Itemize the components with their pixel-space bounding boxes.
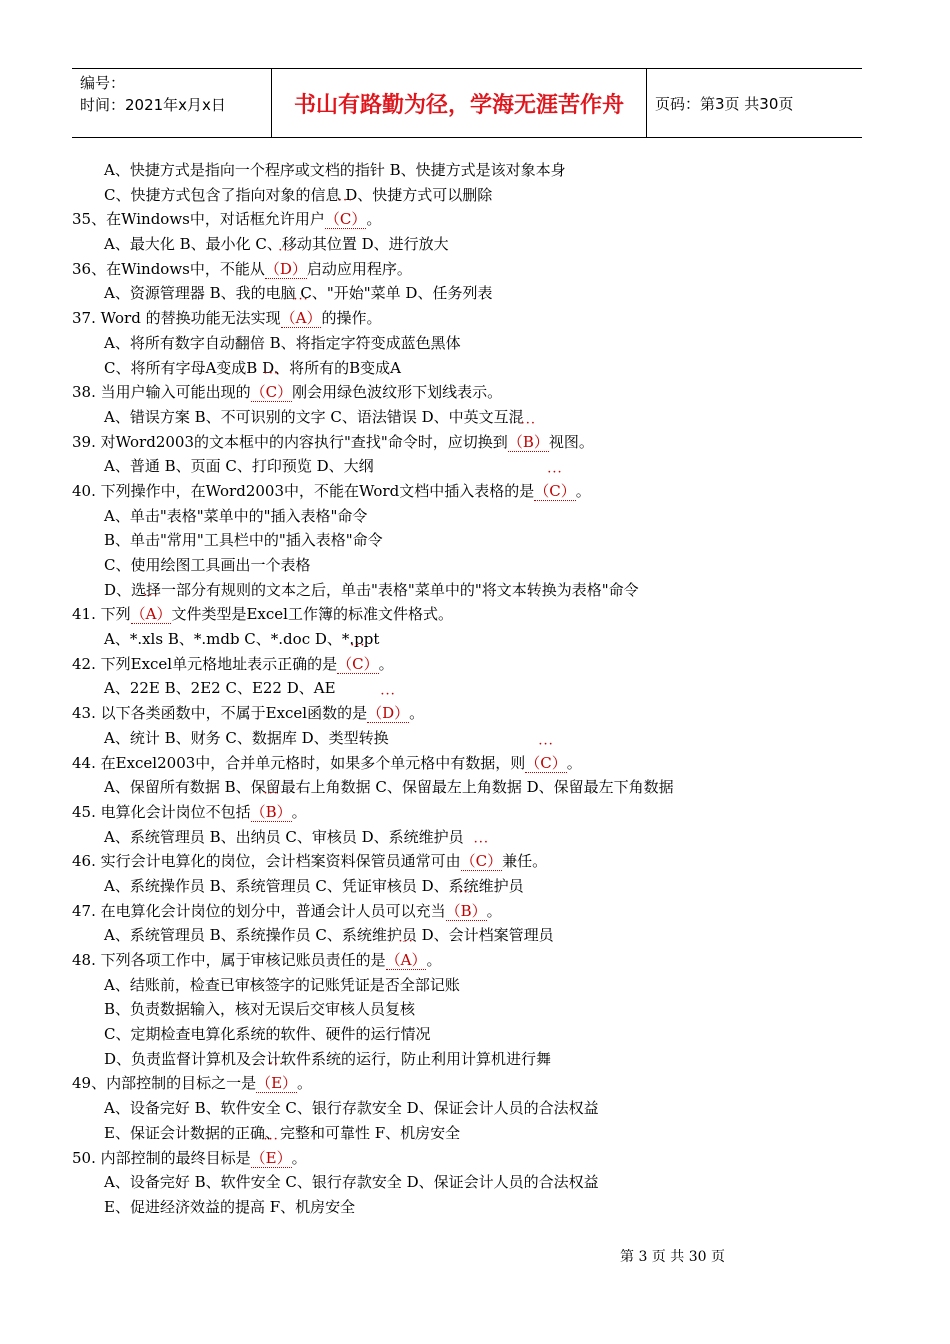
- option-text: A、系统操作员 B、系统管理员 C、凭证审核员 D、系统维护员: [104, 876, 524, 895]
- document-number: 编号：: [80, 74, 126, 92]
- option-text: A、将所有数字自动翻倍 B、将指定字符变成蓝色黑体: [104, 333, 461, 352]
- answer-mark: ··· （B）: [251, 803, 292, 822]
- question-line: [72, 800, 862, 825]
- option-line: [72, 331, 862, 356]
- question-text: 43. 以下各类函数中，不属于Excel函数的是: [72, 704, 368, 723]
- question-text: 37. Word 的替换功能无法实现: [72, 309, 281, 328]
- question-text: 38. 当用户输入可能出现的: [72, 383, 251, 402]
- question-text-end: 视图。: [548, 432, 594, 451]
- answer-mark: ··· （C）: [461, 852, 502, 871]
- option-line: [72, 1170, 862, 1195]
- option-line: [72, 1022, 862, 1047]
- option-line: [72, 454, 862, 479]
- option-line: [72, 627, 862, 652]
- question-line: [72, 701, 862, 726]
- answer-mark: ··· （B）: [446, 902, 487, 921]
- question-text-end: 刚会用绿色波纹形下划线表示。: [292, 383, 503, 402]
- option-text: A、22E B、2E2 C、E22 D、AE: [104, 679, 336, 698]
- question-text-end: 。: [378, 654, 394, 673]
- option-line: [72, 528, 862, 553]
- question-line: [72, 257, 862, 282]
- question-text: 36、在Windows中，不能从: [72, 259, 265, 278]
- question-text-end: 。: [426, 951, 442, 969]
- header-meta: [72, 69, 272, 137]
- option-text: B、负责数据输入，核对无误后交审核人员复核: [104, 1000, 416, 1019]
- option-text: D、选择一部分有规则的文本之后，单击"表格"菜单中的"将文本转换为表格"命令: [104, 580, 639, 599]
- option-text: A、最大化 B、最小化 C、移动其位置 D、进行放大: [104, 235, 449, 254]
- option-line: [72, 825, 862, 850]
- question-line: [72, 430, 862, 455]
- option-line: [72, 1096, 862, 1121]
- answer-mark: ··· （C）: [534, 482, 575, 501]
- question-line: [72, 652, 862, 677]
- question-text-end: 。: [297, 1074, 313, 1093]
- option-line: [72, 232, 862, 257]
- question-text-end: 。: [291, 802, 307, 821]
- question-text: 49、内部控制的目标之一是: [72, 1074, 257, 1093]
- question-line: [72, 1146, 862, 1171]
- answer-mark: ··· （D）: [367, 704, 409, 723]
- answer-mark: ··· （C）: [251, 383, 292, 402]
- question-line: [72, 1071, 862, 1096]
- option-text: A、设备完好 B、软件安全 C、银行存款安全 D、保证会计人员的合法权益: [104, 1099, 599, 1118]
- answer-mark: ··· （E）: [251, 1149, 292, 1168]
- question-text: 50. 内部控制的最终目标是: [72, 1148, 251, 1167]
- question-line: [72, 306, 862, 331]
- option-text: A、系统管理员 B、出纳员 C、审核员 D、系统维护员: [104, 827, 464, 846]
- question-line: [72, 899, 862, 924]
- question-line: [72, 602, 862, 627]
- option-line: [72, 183, 862, 208]
- answer-mark: ··· （A）: [281, 309, 322, 328]
- option-text: E、保证会计数据的正确、完整和可靠性 F、机房安全: [104, 1123, 461, 1142]
- page-footer: 第 3 页 共 30 页: [620, 1249, 725, 1265]
- question-text: 35、在Windows中，对话框允许用户: [72, 210, 325, 229]
- question-text-end: 。: [409, 704, 425, 723]
- question-text: 44. 在Excel2003中，合并单元格时，如果多个单元格中有数据，则: [72, 753, 526, 772]
- answer-mark: ··· （D）: [265, 260, 307, 279]
- question-text-end: 文件类型是Excel工作簿的标准文件格式。: [171, 605, 453, 624]
- option-line: [72, 726, 862, 751]
- document-time: 时间：2021年x月x日: [80, 96, 226, 114]
- question-list: [72, 158, 862, 1220]
- answer-mark: ··· （C）: [325, 210, 366, 229]
- option-text: C、使用绘图工具画出一个表格: [104, 556, 311, 574]
- answer-mark: ··· （A）: [131, 605, 172, 624]
- page-header: [72, 68, 862, 138]
- option-line: [72, 1195, 862, 1220]
- option-text: C、定期检查电算化系统的软件、硬件的运行情况: [104, 1025, 431, 1044]
- option-line: [72, 553, 862, 578]
- option-text: A、*.xls B、*.mdb C、*.doc D、*.ppt: [104, 630, 380, 649]
- option-text: C、将所有字母A变成B D、将所有的B变成A: [104, 358, 401, 377]
- option-line: [72, 775, 862, 800]
- question-text: 41. 下列: [72, 605, 131, 624]
- question-text-end: 。: [366, 210, 382, 229]
- option-text: B、单击"常用"工具栏中的"插入表格"命令: [104, 531, 383, 550]
- option-line: [72, 973, 862, 998]
- question-text-end: 启动应用程序。: [306, 259, 412, 278]
- option-line: [72, 405, 862, 430]
- option-line: [72, 356, 862, 381]
- option-text: E、促进经济效益的提高 F、机房安全: [104, 1197, 356, 1216]
- option-line: [72, 578, 862, 603]
- question-text: 42. 下列Excel单元格地址表示正确的是: [72, 654, 338, 673]
- header-motto: 书山有路勤为径，学海无涯苦作舟: [272, 69, 647, 137]
- question-text-end: 。: [575, 481, 591, 500]
- option-text: A、普通 B、页面 C、打印预览 D、大纲: [104, 457, 374, 476]
- option-text: A、结账前，检查已审核签字的记账凭证是否全部记账: [104, 975, 460, 994]
- option-text: A、统计 B、财务 C、数据库 D、类型转换: [104, 728, 389, 747]
- option-text: A、错误方案 B、不可识别的文字 C、语法错误 D、中英文互混: [104, 407, 524, 426]
- question-text-end: 。: [486, 901, 502, 920]
- answer-mark: ··· （C）: [525, 754, 566, 773]
- option-line: [72, 504, 862, 529]
- option-text: A、设备完好 B、软件安全 C、银行存款安全 D、保证会计人员的合法权益: [104, 1173, 599, 1192]
- answer-mark: ··· （A）: [386, 951, 427, 970]
- question-line: [72, 207, 862, 232]
- question-text: 48. 下列各项工作中，属于审核记账员责任的是: [72, 951, 386, 969]
- option-line: [72, 1047, 862, 1072]
- question-line: [72, 479, 862, 504]
- question-line: [72, 849, 862, 874]
- option-line: [72, 997, 862, 1022]
- option-line: [72, 1121, 862, 1146]
- header-page-info: 页码：第3页 共30页: [655, 94, 794, 113]
- question-text: 47. 在电算化会计岗位的划分中，普通会计人员可以充当: [72, 901, 446, 920]
- option-text: A、快捷方式是指向一个程序或文档的指针 B、快捷方式是该对象本身: [104, 161, 566, 179]
- question-text: 40. 下列操作中，在Word2003中，不能在Word文档中插入表格的是: [72, 481, 535, 500]
- option-text: A、单击"表格"菜单中的"插入表格"命令: [104, 506, 368, 525]
- question-text-end: 。: [566, 753, 582, 772]
- option-line: [72, 923, 862, 948]
- question-line: [72, 751, 862, 776]
- option-text: D、负责监督计算机及会计软件系统的运行，防止利用计算机进行舞: [104, 1049, 552, 1068]
- answer-mark: ··· （E）: [256, 1074, 297, 1093]
- question-text: 46. 实行会计电算化的岗位，会计档案资料保管员通常可由: [72, 852, 461, 871]
- question-line: [72, 380, 862, 405]
- answer-mark: ··· （C）: [337, 655, 378, 674]
- question-text-end: 的操作。: [321, 309, 382, 328]
- option-line: [72, 281, 862, 306]
- answer-mark: ··· （B）: [508, 433, 549, 452]
- option-text: A、保留所有数据 B、保留最右上角数据 C、保留最左上角数据 D、保留最左下角数据: [104, 778, 674, 797]
- option-text: A、系统管理员 B、系统操作员 C、系统维护员 D、会计档案管理员: [104, 926, 554, 945]
- question-line: [72, 948, 862, 973]
- option-text: C、快捷方式包含了指向对象的信息 D、快捷方式可以删除: [104, 185, 493, 204]
- option-text: A、资源管理器 B、我的电脑 C、"开始"菜单 D、任务列表: [104, 284, 493, 303]
- question-text: 45. 电算化会计岗位不包括: [72, 802, 251, 821]
- question-text-end: 兼任。: [502, 852, 548, 871]
- option-line: [72, 158, 862, 183]
- question-text-end: 。: [291, 1148, 307, 1167]
- question-text: 39. 对Word2003的文本框中的内容执行"查找"命令时，应切换到: [72, 432, 508, 451]
- option-line: [72, 676, 862, 701]
